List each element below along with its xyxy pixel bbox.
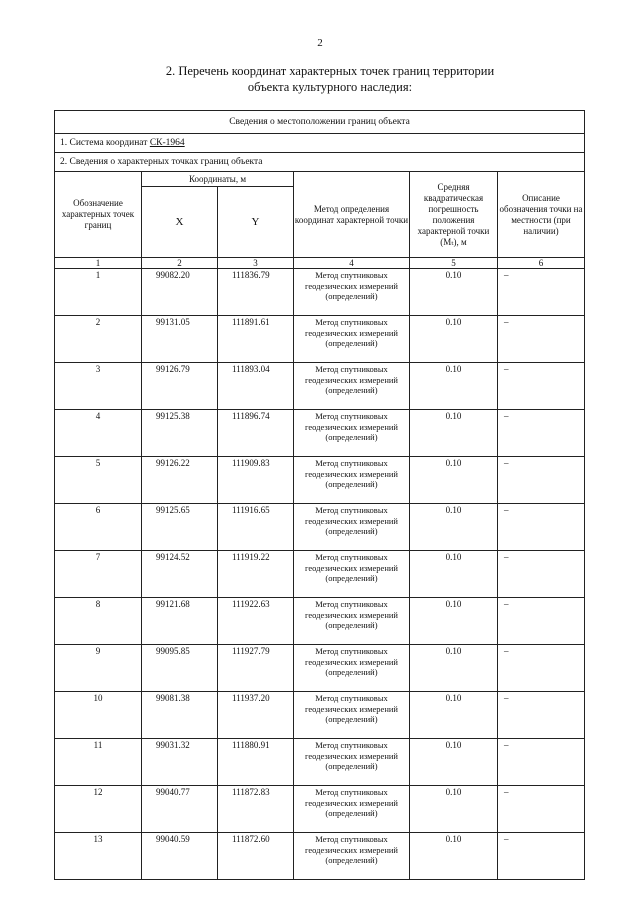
- x-coordinate-cell: 99040.77: [142, 786, 218, 833]
- header-error: Средняя квадратическая погрешность положения характерной точки (Mₜ), м: [410, 172, 498, 258]
- point-number-cell: 10: [55, 692, 142, 739]
- y-coordinate-cell: 111919.22: [218, 551, 294, 598]
- header-description: Описание обозначения точки на местности (при наличии): [498, 172, 585, 258]
- y-coordinate-cell: 111893.04: [218, 363, 294, 410]
- method-cell: Метод спутниковых геодезических измерений (определений): [294, 410, 410, 457]
- description-cell: –: [498, 786, 585, 833]
- header-method: Метод определения координат характерной точки: [294, 172, 410, 258]
- error-cell: 0.10: [410, 692, 498, 739]
- column-number: 3: [218, 258, 294, 269]
- y-coordinate-cell: 111880.91: [218, 739, 294, 786]
- y-coordinate-cell: 111872.60: [218, 833, 294, 880]
- error-cell: 0.10: [410, 645, 498, 692]
- x-coordinate-cell: 99095.85: [142, 645, 218, 692]
- description-cell: –: [498, 457, 585, 504]
- method-cell: Метод спутниковых геодезических измерений (определений): [294, 692, 410, 739]
- method-cell: Метод спутниковых геодезических измерений (определений): [294, 739, 410, 786]
- heading-line-2: объекта культурного наследия:: [247, 80, 413, 94]
- points-section-title: 2. Сведения о характерных точках границ объекта: [55, 153, 585, 172]
- coordinate-system-label: 1. Система координат: [60, 137, 150, 148]
- header-x: X: [142, 187, 218, 258]
- boundary-coordinates-table: [54, 110, 585, 880]
- error-cell: 0.10: [410, 598, 498, 645]
- point-number-cell: 1: [55, 269, 142, 316]
- column-number: 4: [294, 258, 410, 269]
- point-number-cell: 9: [55, 645, 142, 692]
- error-cell: 0.10: [410, 316, 498, 363]
- point-number-cell: 11: [55, 739, 142, 786]
- description-cell: –: [498, 410, 585, 457]
- x-coordinate-cell: 99121.68: [142, 598, 218, 645]
- method-cell: Метод спутниковых геодезических измерений (определений): [294, 504, 410, 551]
- table-row: [55, 363, 585, 410]
- x-coordinate-cell: 99126.79: [142, 363, 218, 410]
- description-cell: –: [498, 504, 585, 551]
- table-row: [55, 739, 585, 786]
- y-coordinate-cell: 111891.61: [218, 316, 294, 363]
- table-row: [55, 269, 585, 316]
- error-cell: 0.10: [410, 504, 498, 551]
- x-coordinate-cell: 99131.05: [142, 316, 218, 363]
- description-cell: –: [498, 269, 585, 316]
- y-coordinate-cell: 111927.79: [218, 645, 294, 692]
- table-row: [55, 504, 585, 551]
- section-title: Сведения о местоположении границ объекта: [55, 111, 585, 134]
- description-cell: –: [498, 645, 585, 692]
- method-cell: Метод спутниковых геодезических измерений (определений): [294, 833, 410, 880]
- heading-line-1: 2. Перечень координат характерных точек границ территории: [165, 64, 495, 78]
- method-cell: Метод спутниковых геодезических измерений (определений): [294, 457, 410, 504]
- coordinate-system-line: [55, 134, 585, 153]
- y-coordinate-cell: 111916.65: [218, 504, 294, 551]
- point-number-cell: 3: [55, 363, 142, 410]
- description-cell: –: [498, 692, 585, 739]
- table-row: [55, 692, 585, 739]
- error-cell: 0.10: [410, 739, 498, 786]
- column-number: 5: [410, 258, 498, 269]
- method-cell: Метод спутниковых геодезических измерений (определений): [294, 551, 410, 598]
- table-row: [55, 316, 585, 363]
- column-number: 1: [55, 258, 142, 269]
- error-cell: 0.10: [410, 833, 498, 880]
- y-coordinate-cell: 111937.20: [218, 692, 294, 739]
- column-number: 6: [498, 258, 585, 269]
- error-cell: 0.10: [410, 786, 498, 833]
- point-number-cell: 12: [55, 786, 142, 833]
- method-cell: Метод спутниковых геодезических измерений (определений): [294, 645, 410, 692]
- error-cell: 0.10: [410, 410, 498, 457]
- x-coordinate-cell: 99125.38: [142, 410, 218, 457]
- table-row: [55, 786, 585, 833]
- method-cell: Метод спутниковых геодезических измерений (определений): [294, 363, 410, 410]
- point-number-cell: 5: [55, 457, 142, 504]
- point-number-cell: 13: [55, 833, 142, 880]
- document-heading: [120, 63, 540, 95]
- method-cell: Метод спутниковых геодезических измерений (определений): [294, 316, 410, 363]
- point-number-cell: 7: [55, 551, 142, 598]
- page-number: 2: [317, 37, 323, 49]
- description-cell: –: [498, 551, 585, 598]
- table-row: [55, 833, 585, 880]
- description-cell: –: [498, 598, 585, 645]
- table-row: [55, 457, 585, 504]
- description-cell: –: [498, 316, 585, 363]
- method-cell: Метод спутниковых геодезических измерений (определений): [294, 786, 410, 833]
- description-cell: –: [498, 739, 585, 786]
- y-coordinate-cell: 111909.83: [218, 457, 294, 504]
- x-coordinate-cell: 99082.20: [142, 269, 218, 316]
- description-cell: –: [498, 363, 585, 410]
- x-coordinate-cell: 99081.38: [142, 692, 218, 739]
- coordinate-system-value: СК-1964: [149, 137, 185, 148]
- x-coordinate-cell: 99124.52: [142, 551, 218, 598]
- point-number-cell: 8: [55, 598, 142, 645]
- point-number-cell: 4: [55, 410, 142, 457]
- header-y: Y: [218, 187, 294, 258]
- x-coordinate-cell: 99040.59: [142, 833, 218, 880]
- point-number-cell: 6: [55, 504, 142, 551]
- method-cell: Метод спутниковых геодезических измерений (определений): [294, 598, 410, 645]
- x-coordinate-cell: 99126.22: [142, 457, 218, 504]
- table-row: [55, 598, 585, 645]
- error-cell: 0.10: [410, 269, 498, 316]
- x-coordinate-cell: 99125.65: [142, 504, 218, 551]
- error-cell: 0.10: [410, 457, 498, 504]
- description-cell: –: [498, 833, 585, 880]
- table-row: [55, 551, 585, 598]
- x-coordinate-cell: 99031.32: [142, 739, 218, 786]
- error-cell: 0.10: [410, 551, 498, 598]
- table-row: [55, 410, 585, 457]
- column-number: 2: [142, 258, 218, 269]
- column-number-row: [55, 258, 585, 269]
- method-cell: Метод спутниковых геодезических измерений (определений): [294, 269, 410, 316]
- header-point-designation: Обозначение характерных точек границ: [55, 172, 142, 258]
- error-cell: 0.10: [410, 363, 498, 410]
- y-coordinate-cell: 111836.79: [218, 269, 294, 316]
- y-coordinate-cell: 111896.74: [218, 410, 294, 457]
- table-row: [55, 645, 585, 692]
- y-coordinate-cell: 111872.83: [218, 786, 294, 833]
- point-number-cell: 2: [55, 316, 142, 363]
- y-coordinate-cell: 111922.63: [218, 598, 294, 645]
- header-coordinates: Координаты, м: [142, 172, 294, 187]
- table-body: [55, 269, 585, 880]
